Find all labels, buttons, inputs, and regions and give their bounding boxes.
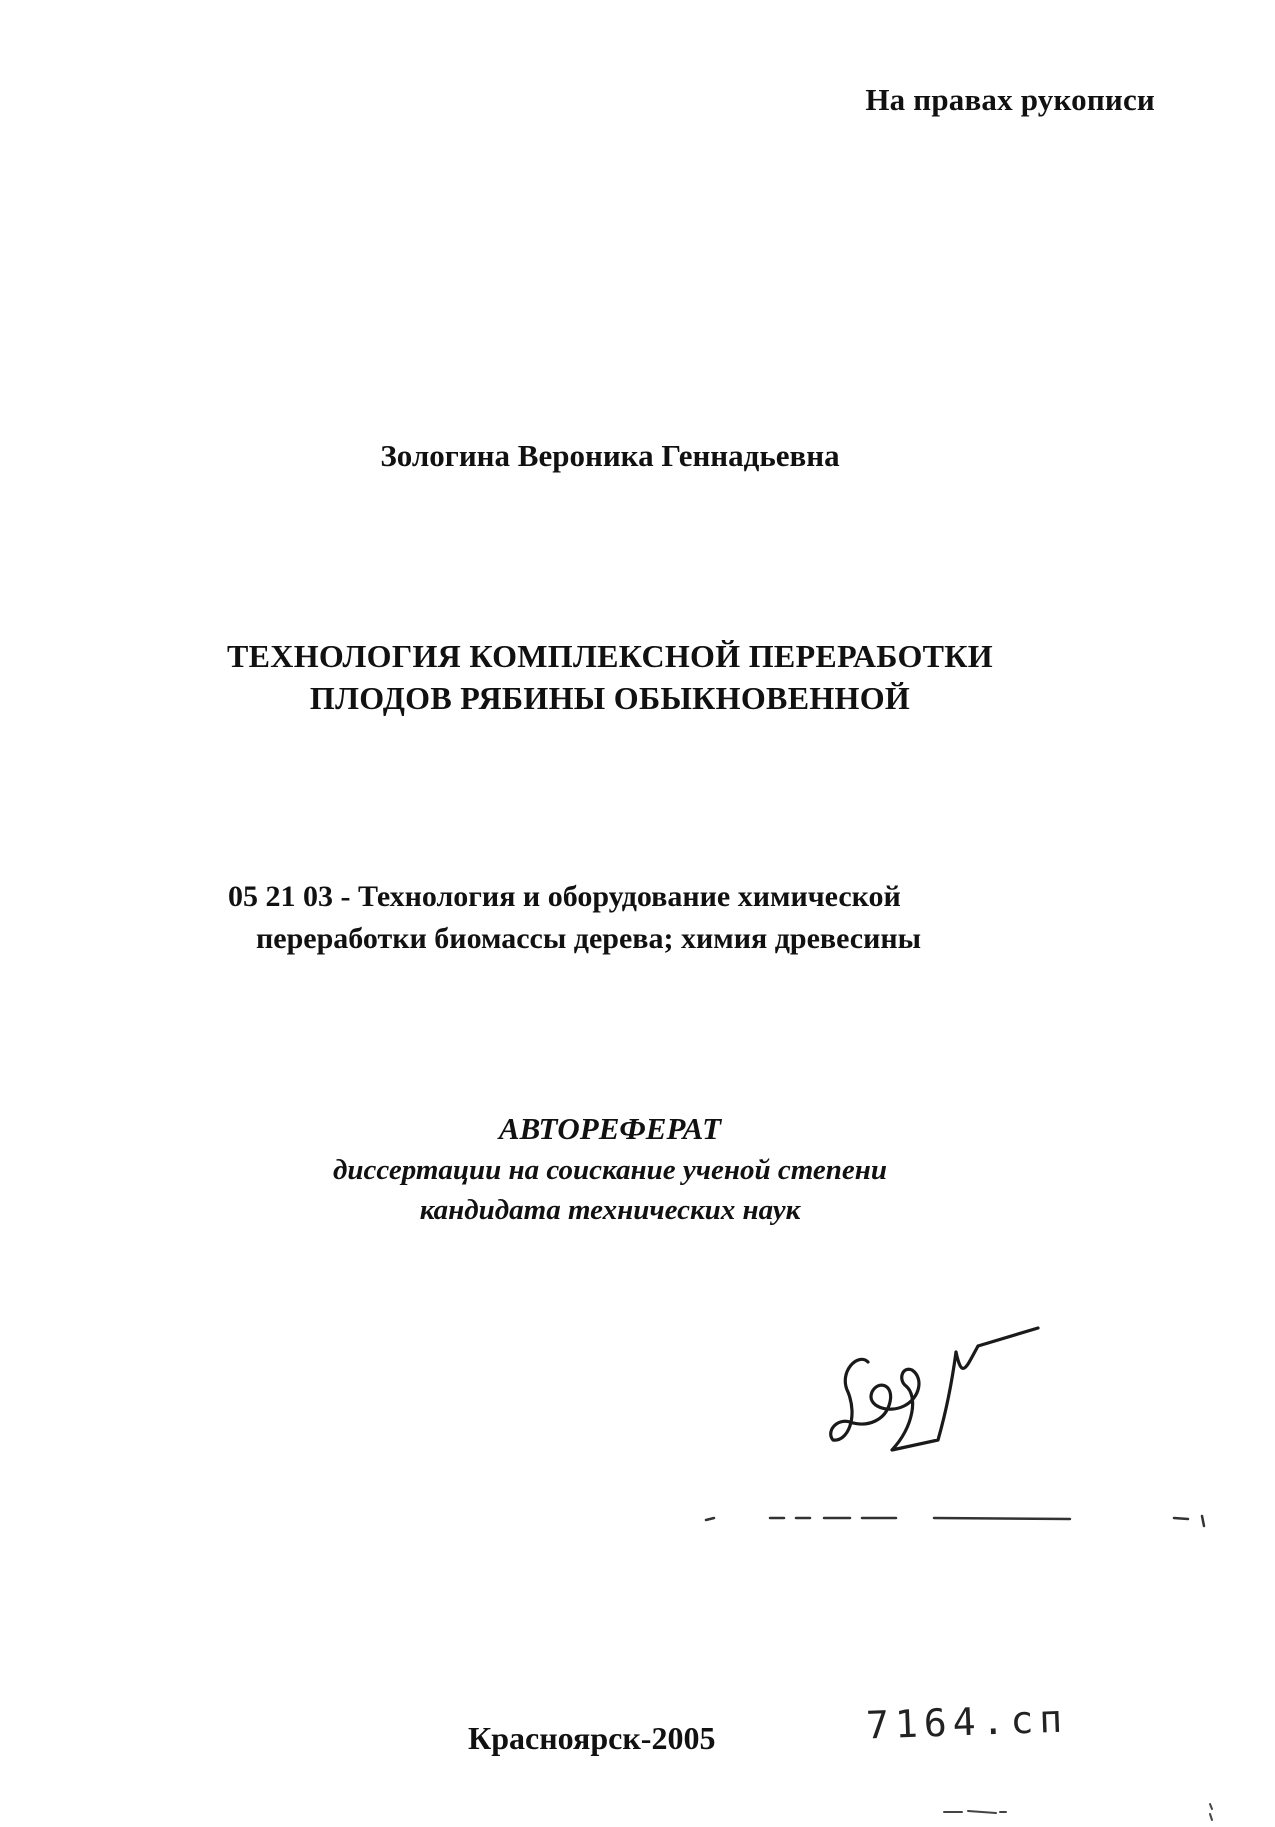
specialty-line-1: 05 21 03 - Технология и оборудование химической (228, 880, 901, 913)
handwritten-note: 7164.сп (865, 1696, 1069, 1748)
specialty-line-2: переработки биомассы дерева; химия древесины (256, 922, 922, 955)
abstract-line-2: кандидата технических наук (419, 1194, 801, 1226)
scan-artifact-bottom (940, 1800, 1240, 1824)
signature-icon (828, 1322, 1048, 1472)
rights-notice: На правах рукописи (865, 82, 1155, 117)
thesis-title-line-1: ТЕХНОЛОГИЯ КОМПЛЕКСНОЙ ПЕРЕРАБОТКИ (227, 638, 993, 674)
abstract-line-1: диссертации на соискание ученой степени (333, 1154, 887, 1186)
abstract-heading: АВТОРЕФЕРАТ (498, 1111, 722, 1146)
city-year: Красноярск-2005 (468, 1720, 716, 1756)
thesis-title (0, 635, 1220, 719)
specialty-code (228, 876, 1128, 960)
abstract-block (0, 1108, 1220, 1230)
author-name: Зологина Вероника Геннадьевна (380, 438, 840, 473)
thesis-title-line-2: ПЛОДОВ РЯБИНЫ ОБЫКНОВЕННОЙ (309, 680, 911, 716)
scan-artifact-line (700, 1510, 1220, 1530)
